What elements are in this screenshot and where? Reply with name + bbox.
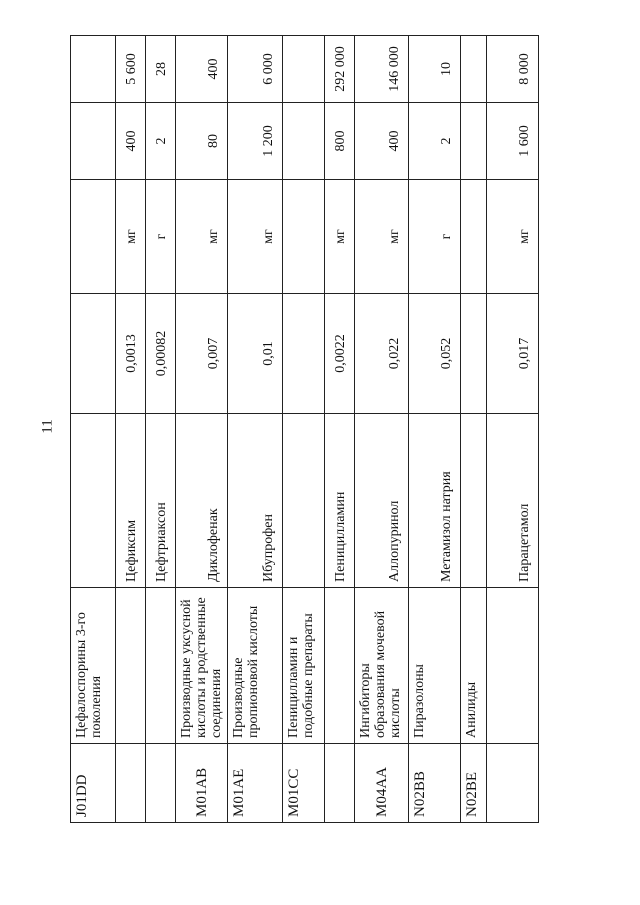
atc-code-cell: M01AE (228, 744, 283, 823)
ddd-cell: 0,0013 (116, 294, 146, 414)
pharm-group-cell: Пеницилламин и подобные препараты (283, 588, 325, 744)
ddd-cell: 0,052 (409, 294, 461, 414)
drug-table (70, 35, 539, 823)
drug-name-cell: Парацетамол (487, 414, 539, 588)
drug-name-cell: Ибупрофен (228, 414, 283, 588)
drug-name-cell: Цефтриаксон (146, 414, 176, 588)
ddd-cell: 0,022 (355, 294, 409, 414)
total-cell: 8 000 (487, 36, 539, 103)
ddd-cell: 0,01 (228, 294, 283, 414)
drug-name-cell: Цефиксим (116, 414, 146, 588)
pharm-group-cell: Производные уксусной кислоты и родственные соединения (176, 588, 228, 744)
pack-cell: 400 (116, 103, 146, 180)
drug-name-cell (71, 414, 116, 588)
table-row (325, 36, 355, 823)
table-row (487, 36, 539, 823)
atc-code-cell: J01DD (71, 744, 116, 823)
pharm-group-cell (325, 588, 355, 744)
unit-cell (71, 180, 116, 294)
drug-name-cell: Аллопуринол (355, 414, 409, 588)
pharm-group-cell: Ингибиторы образования мочевой кислоты (355, 588, 409, 744)
total-cell (283, 36, 325, 103)
drug-name-cell: Метамизол натрия (409, 414, 461, 588)
table-row (228, 36, 283, 823)
table-row (116, 36, 146, 823)
atc-code-cell: N02BB (409, 744, 461, 823)
total-cell: 292 000 (325, 36, 355, 103)
pharm-group-cell (116, 588, 146, 744)
unit-cell: мг (116, 180, 146, 294)
atc-code-cell (325, 744, 355, 823)
drug-name-cell (461, 414, 487, 588)
pack-cell (71, 103, 116, 180)
unit-cell (283, 180, 325, 294)
ddd-cell (71, 294, 116, 414)
total-cell: 28 (146, 36, 176, 103)
table-row (283, 36, 325, 823)
pharm-group-cell: Пиразолоны (409, 588, 461, 744)
total-cell: 400 (176, 36, 228, 103)
table-row (355, 36, 409, 823)
total-cell (71, 36, 116, 103)
pack-cell: 80 (176, 103, 228, 180)
rotated-table-container (70, 36, 537, 823)
pack-cell: 800 (325, 103, 355, 180)
table-row (461, 36, 487, 823)
atc-code-cell: M01CC (283, 744, 325, 823)
pack-cell: 1 200 (228, 103, 283, 180)
unit-cell: мг (325, 180, 355, 294)
drug-name-cell: Пеницилламин (325, 414, 355, 588)
pack-cell: 2 (146, 103, 176, 180)
table-row (71, 36, 116, 823)
drug-name-cell (283, 414, 325, 588)
atc-code-cell: N02BE (461, 744, 487, 823)
unit-cell: мг (355, 180, 409, 294)
total-cell: 10 (409, 36, 461, 103)
unit-cell: мг (228, 180, 283, 294)
unit-cell (461, 180, 487, 294)
pharm-group-cell: Цефалоспорины 3-го поколения (71, 588, 116, 744)
drug-name-cell: Диклофенак (176, 414, 228, 588)
ddd-cell: 0,007 (176, 294, 228, 414)
total-cell: 146 000 (355, 36, 409, 103)
pharm-group-cell (487, 588, 539, 744)
total-cell (461, 36, 487, 103)
unit-cell: г (409, 180, 461, 294)
atc-code-cell: M01AB (176, 744, 228, 823)
unit-cell: мг (176, 180, 228, 294)
atc-code-cell: M04AA (355, 744, 409, 823)
pack-cell: 2 (409, 103, 461, 180)
ddd-cell (461, 294, 487, 414)
pack-cell (461, 103, 487, 180)
ddd-cell (283, 294, 325, 414)
atc-code-cell (116, 744, 146, 823)
table-row (146, 36, 176, 823)
table-row (176, 36, 228, 823)
atc-code-cell (487, 744, 539, 823)
ddd-cell: 0,0022 (325, 294, 355, 414)
atc-code-cell (146, 744, 176, 823)
pharm-group-cell: Производные пропионовой кислоты (228, 588, 283, 744)
total-cell: 5 600 (116, 36, 146, 103)
unit-cell: мг (487, 180, 539, 294)
pharm-group-cell: Анилиды (461, 588, 487, 744)
ddd-cell: 0,017 (487, 294, 539, 414)
pack-cell (283, 103, 325, 180)
pack-cell: 400 (355, 103, 409, 180)
ddd-cell: 0,00082 (146, 294, 176, 414)
page-number: 11 (39, 419, 56, 434)
unit-cell: г (146, 180, 176, 294)
pack-cell: 1 600 (487, 103, 539, 180)
pharm-group-cell (146, 588, 176, 744)
table-row (409, 36, 461, 823)
total-cell: 6 000 (228, 36, 283, 103)
